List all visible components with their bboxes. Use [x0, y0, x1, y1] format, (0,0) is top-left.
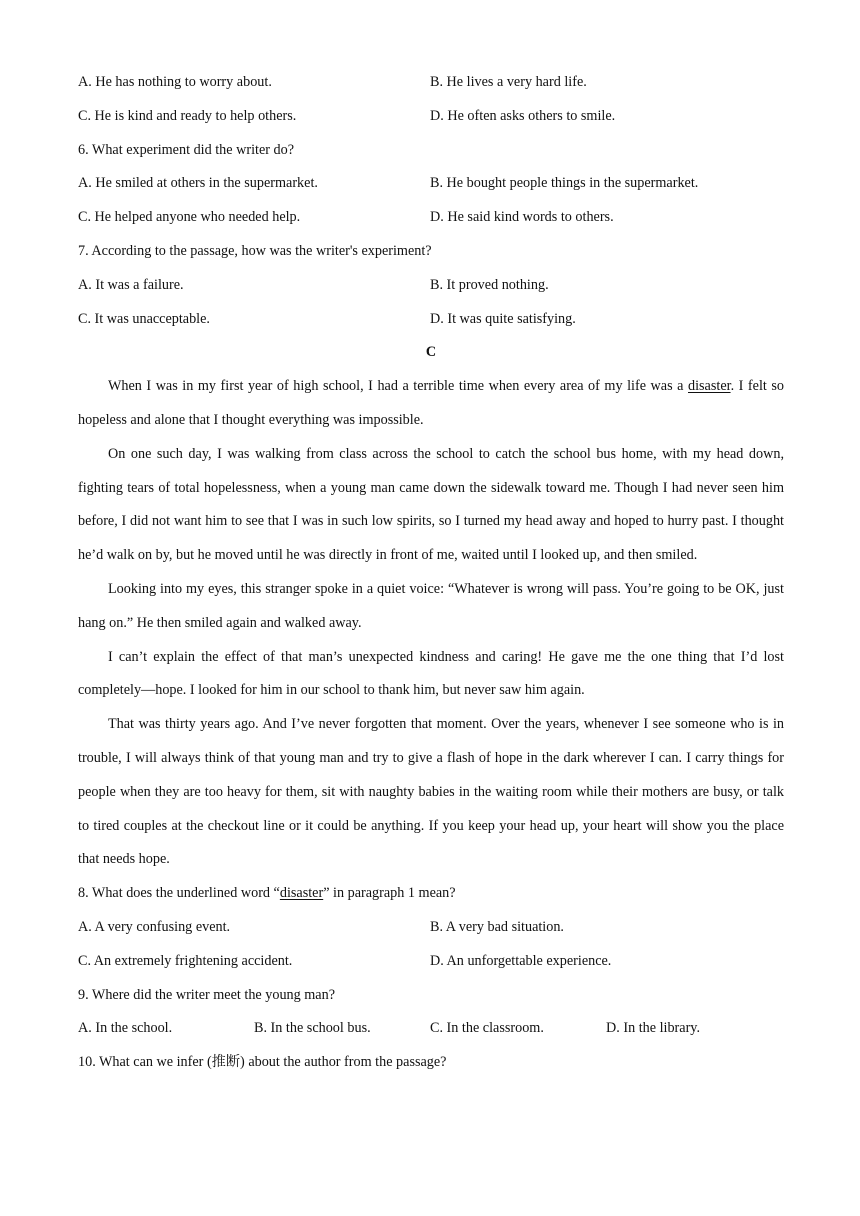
- q5-options-row-1: [78, 66, 784, 100]
- q9-options-row: [78, 1012, 784, 1046]
- q9-option-a: A. In the school.: [78, 1020, 173, 1037]
- q5-option-b: B. He lives a very hard life.: [430, 74, 587, 90]
- q6-option-b: B. He bought people things in the supermarket.: [430, 175, 699, 192]
- q9-option-b: B. In the school bus.: [254, 1020, 371, 1037]
- passage-paragraph-1: [78, 370, 784, 438]
- paragraph-1-text-start: When I was in my first year of high school, I had a terrible time when every area of my life was a: [108, 378, 688, 395]
- q8-option-d: D. An unforgettable experience.: [430, 952, 612, 969]
- passage-paragraph-2: On one such day, I was walking from class across the school to catch the school bus home, with my head down, fighting tears of total hopelessness, when a young man came down the sidewalk toward me. Though I had never seen him before, I did not want him to see that I was in such low spirits, so I turned my head away and hoped to hurry past. I thought he’d walk on by, but he moved until he was directly in front of me, waited until I looked up, and then smiled.: [78, 445, 784, 564]
- q7-question: 7. According to the passage, how was the writer's experiment?: [78, 242, 432, 259]
- q9-question: 9. Where did the writer meet the young man?: [78, 986, 335, 1003]
- q6-option-c: C. He helped anyone who needed help.: [78, 209, 301, 226]
- reading-passage: [78, 370, 784, 877]
- q7-options-row-2: [78, 303, 784, 337]
- exam-page: [78, 66, 784, 1080]
- q6-options-row-1: [78, 167, 784, 201]
- passage-paragraph-3: Looking into my eyes, this stranger spoke in a quiet voice: “Whatever is wrong will pass. You’re going to be OK, just hang on.” He then smiled again and walked away.: [78, 580, 784, 631]
- q6-option-a: A. He smiled at others in the supermarket.: [78, 175, 318, 192]
- q5-option-c: C. He is kind and ready to help others.: [78, 107, 297, 124]
- q7-option-d: D. It was quite satisfying.: [430, 310, 576, 327]
- paragraph-1-text-end: . I felt so hopeless and alone that I thought everything was impossible.: [78, 378, 784, 428]
- q7-option-c: C. It was unacceptable.: [78, 310, 210, 327]
- q8-question: [78, 877, 784, 911]
- q7-options-row-1: [78, 269, 784, 303]
- q8-text-start: 8. What does the underlined word “: [78, 885, 280, 902]
- q8-options-row-1: [78, 911, 784, 945]
- passage-paragraph-5: That was thirty years ago. And I’ve never forgotten that moment. Over the years, whenever I see someone who is in trouble, I will always think of that young man and try to give a flash of hope in the dark wherever I can. I carry things for people when they are too heavy for them, sit with naughty babies in the waiting room while their mothers are busy, or talk to tired couples at the checkout line or it could be anything. If you keep your head up, your heart will show you the place that needs hope.: [78, 716, 784, 868]
- q9-option-c: C. In the classroom.: [430, 1020, 544, 1037]
- q5-options-row-2: [78, 100, 784, 134]
- q5-option-a: A. He has nothing to worry about.: [78, 74, 272, 90]
- passage-paragraph-4: I can’t explain the effect of that man’s unexpected kindness and caring! He gave me the one thing that I’d lost completely—hope. I looked for him in our school to thank him, but never saw him again.: [78, 648, 784, 699]
- q10-question: 10. What can we infer (推断) about the author from the passage?: [78, 1054, 447, 1071]
- q9-option-d: D. In the library.: [606, 1020, 701, 1037]
- q6-question: 6. What experiment did the writer do?: [78, 141, 295, 158]
- q7-option-a: A. It was a failure.: [78, 276, 184, 293]
- q5-option-d: D. He often asks others to smile.: [430, 107, 616, 124]
- q7-option-b: B. It proved nothing.: [430, 276, 549, 293]
- q6-options-row-2: [78, 201, 784, 235]
- q8-option-c: C. An extremely frightening accident.: [78, 952, 293, 969]
- q8-option-a: A. A very confusing event.: [78, 918, 231, 935]
- q8-underlined-word: disaster: [279, 885, 324, 902]
- q8-text-end: ” in paragraph 1 mean?: [323, 885, 456, 902]
- q8-option-b: B. A very bad situation.: [430, 918, 564, 935]
- underlined-word-disaster: disaster: [688, 378, 731, 395]
- section-heading: C: [425, 344, 437, 361]
- q6-option-d: D. He said kind words to others.: [430, 209, 614, 226]
- q8-options-row-2: [78, 945, 784, 979]
